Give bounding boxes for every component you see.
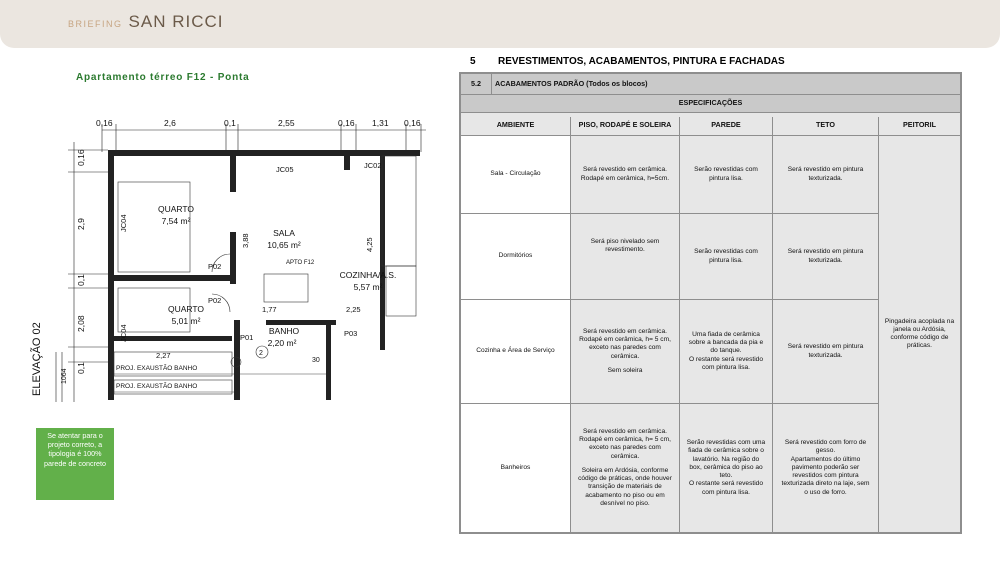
dim-left: 0,1 <box>76 362 86 374</box>
plan-label: PROJ. EXAUSTÃO BANHO <box>116 383 198 390</box>
plan-label: 30 <box>312 357 320 364</box>
plan-label: P03 <box>344 329 358 338</box>
plan-label: 1064 <box>61 368 68 384</box>
section-title-text: REVESTIMENTOS, ACABAMENTOS, PINTURA E FACHADAS <box>498 56 785 67</box>
section-title <box>470 56 785 67</box>
plan-label: ELEVAÇÃO 02 <box>31 322 43 396</box>
room-area: 2,20 m² <box>267 338 297 348</box>
room-area: 5,57 m² <box>353 282 383 292</box>
dim-left: 0,16 <box>76 149 86 166</box>
plan-dimensions <box>96 118 421 128</box>
piso-cell: Será piso nivelado sem revestimento. <box>571 214 679 299</box>
header-bar <box>0 0 1000 48</box>
parede-cell: Serão revestidas com pintura lisa. <box>680 214 772 299</box>
brand-title: SAN RICCI <box>128 12 224 31</box>
dim-top: 0,16 <box>404 118 421 128</box>
col-header: TETO <box>773 115 878 135</box>
dim-left: 2,08 <box>76 315 86 332</box>
spec-table <box>459 72 962 534</box>
note-box: Se atentar para o projeto correto, a tipologia é 100% parede de concreto <box>36 428 114 500</box>
piso-cell: Será revestido em cerâmica. Rodapé em cerâmica, h= 5 cm, exceto nas paredes com cerâmica. Soleira em Ardósia, conforme código de práticas, onde houver transição de materiais de acabamento no piso ou em desnível no piso. <box>571 404 679 532</box>
plan-label: JC04 <box>119 324 128 342</box>
dim-top: 0,16 <box>96 118 113 128</box>
dim-left: 2,9 <box>76 218 86 230</box>
ambiente-cell: Dormitórios <box>461 214 570 299</box>
section-number: 5 <box>470 56 476 67</box>
ambiente-cell: Sala - Circulação <box>461 136 570 213</box>
apartment-title: Apartamento térreo F12 - Ponta <box>76 72 250 83</box>
plan-label: P02 <box>208 262 222 271</box>
col-header: PISO, RODAPÉ E SOLEIRA <box>571 115 679 135</box>
teto-cell: Será revestido em pintura texturizada. <box>773 214 878 299</box>
floor-plan <box>26 112 426 402</box>
dim-top: 0,16 <box>338 118 355 128</box>
plan-label: APTO F12 <box>286 260 315 266</box>
brand <box>68 12 223 32</box>
piso-cell: Será revestido em cerâmica. Rodapé em cerâmica, h=5cm. <box>571 136 679 213</box>
teto-cell: Será revestido em pintura texturizada. <box>773 300 878 403</box>
room-name: COZINHA/A.S. <box>339 270 397 280</box>
dim-top: 2,55 <box>278 118 295 128</box>
teto-cell: Será revestido com forro de gesso. Apartamentos do último pavimento poderão ser revestidos com pintura texturizada direto na laje, sem o uso de forro. <box>773 404 878 532</box>
plan-label: P01 <box>240 333 254 342</box>
col-header: AMBIENTE <box>461 115 570 135</box>
room-name: QUARTO <box>157 204 195 214</box>
ambiente-cell: Cozinha e Área de Serviço <box>461 300 570 403</box>
dim-left: 0,1 <box>76 274 86 286</box>
plan-label: 4,25 <box>365 237 374 252</box>
spec-header: ESPECIFICAÇÕES <box>461 95 960 112</box>
plan-label: 2,25 <box>346 305 361 314</box>
plan-label: 2 <box>259 350 263 357</box>
plan-label: 2,27 <box>156 351 171 360</box>
teto-cell: Será revestido em pintura texturizada. <box>773 136 878 213</box>
room-name: QUARTO <box>167 304 205 314</box>
dim-top: 0,1 <box>224 118 236 128</box>
room-area: 10,65 m² <box>267 240 301 250</box>
dim-top: 1,31 <box>372 118 389 128</box>
peitoril-cell: Pingadeira acoplada na janela ou Ardósia, conforme código de práticas. <box>879 136 960 532</box>
parede-cell: Serão revestidas com pintura lisa. <box>680 136 772 213</box>
plan-label: P02 <box>208 296 222 305</box>
col-header: PAREDE <box>680 115 772 135</box>
plan-label: 3,88 <box>241 233 250 248</box>
plan-label: JC04 <box>119 214 128 232</box>
room-area: 5,01 m² <box>171 316 201 326</box>
piso-cell: Será revestido em cerâmica. Rodapé em cerâmica, h= 5 cm, exceto nas paredes com cerâmica. Sem soleira <box>571 300 679 403</box>
plan-label: JC02 <box>364 161 382 170</box>
parede-cell: Serão revestidas com uma fiada de cerâmica sobre o lavatório. Na região do box, cerâmica do piso ao teto. O restante será revestido com pintura lisa. <box>680 404 772 532</box>
col-header: PEITORIL <box>879 115 960 135</box>
sub-title: ACABAMENTOS PADRÃO (Todos os blocos) <box>492 74 960 94</box>
room-name: BANHO <box>268 326 300 336</box>
sub-number: 5.2 <box>461 74 491 94</box>
plan-label: 1,77 <box>262 305 277 314</box>
dim-top: 2,6 <box>164 118 176 128</box>
room-area: 7,54 m² <box>161 216 191 226</box>
ambiente-cell: Banheiros <box>461 404 570 532</box>
plan-label: JC05 <box>276 165 294 174</box>
plan-label: PROJ. EXAUSTÃO BANHO <box>116 365 198 372</box>
parede-cell: Uma fiada de cerâmica sobre a bancada da pia e do tanque. O restante será revestido com pintura lisa. <box>680 300 772 403</box>
room-name: SALA <box>273 228 295 238</box>
brand-small: BRIEFING <box>68 19 123 29</box>
